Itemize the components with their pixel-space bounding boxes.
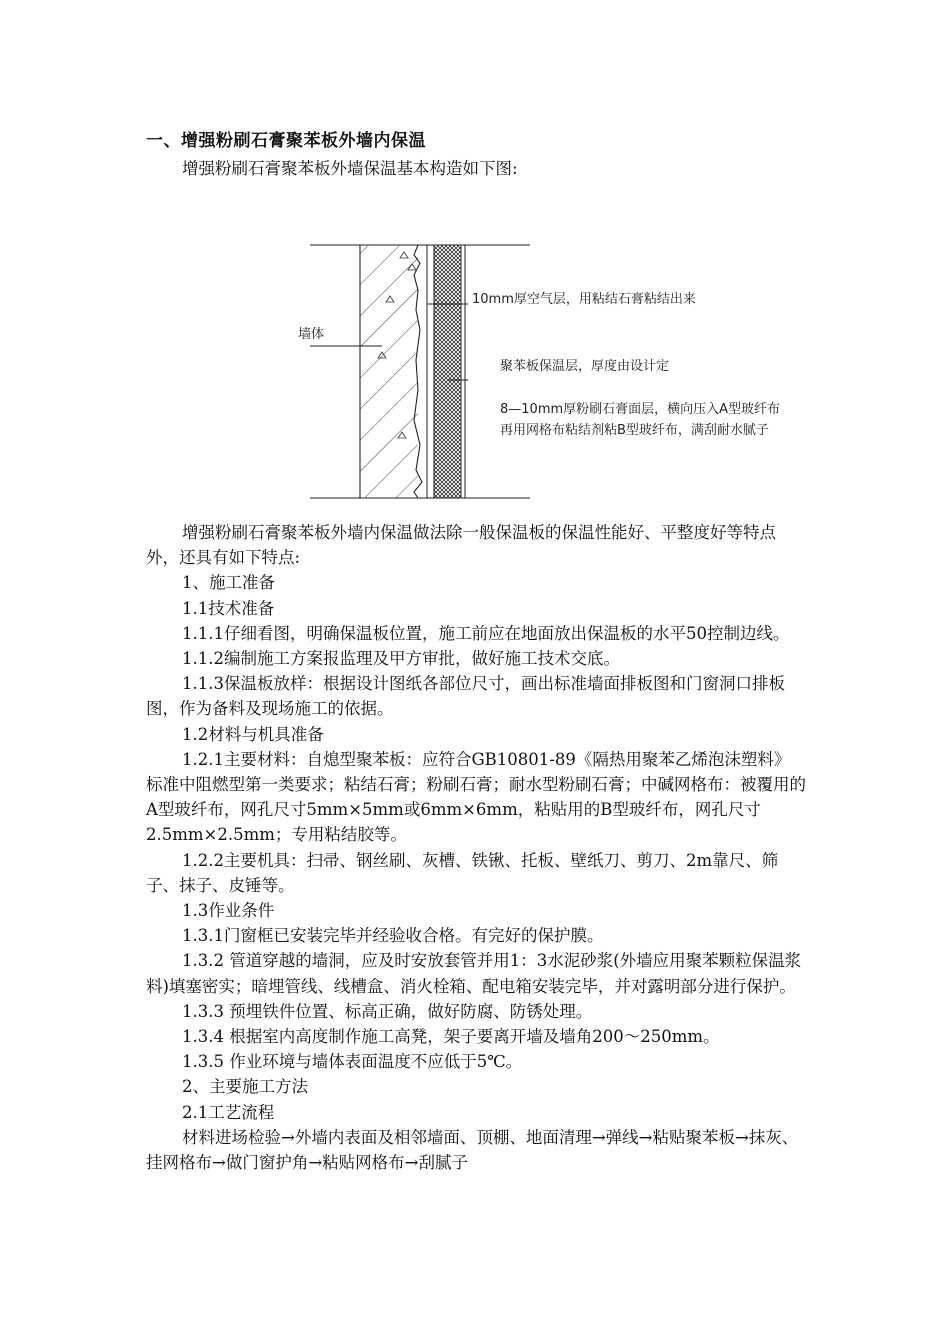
intro-line: 增强粉刷石膏聚苯板外墙保温基本构造如下图:	[182, 159, 518, 178]
paragraph: 1.3.3 预埋铁件位置、标高正确，做好防腐、防锈处理。	[182, 1001, 593, 1021]
label-eps-layer: 聚苯板保温层，厚度由设计定	[500, 359, 670, 374]
paragraph: 1.1.2编制施工方案报监理及甲方审批，做好施工技术交底。	[182, 649, 620, 669]
paragraph: 1.3作业条件	[182, 901, 275, 921]
section-heading: 一、增强粉刷石膏聚苯板外墙内保温	[146, 131, 426, 151]
body-text	[146, 520, 806, 1175]
paragraph: 增强粉刷石膏聚苯板外墙内保温做法除一般保温板的保温性能好、平整度好等特点外，还具有如下特点:	[146, 523, 776, 568]
label-air-layer: 10mm厚空气层，用粘结石膏粘结出来	[472, 292, 696, 307]
paragraph: 1.3.5 作业环境与墙体表面温度不应低于5℃。	[182, 1052, 523, 1072]
paragraph: 2.1工艺流程	[182, 1102, 275, 1122]
paragraph: 1.3.1门窗框已安装完毕并经验收合格。有完好的保护膜。	[182, 926, 604, 946]
label-wall: 墙体	[298, 327, 325, 342]
paragraph: 1.1.1仔细看图，明确保温板位置，施工前应在地面放出保温板的水平50控制边线。	[182, 623, 790, 643]
paragraph: 1.3.4 根据室内高度制作施工高凳，架子要离开墙及墙角200～250mm。	[182, 1027, 720, 1047]
label-plaster-line-2: 再用网格布粘结剂粘B型玻纤布，满刮耐水腻子	[500, 423, 769, 438]
paragraph: 1.1.3保温板放样：根据设计图纸各部位尺寸，画出标准墙面排板图和门窗洞口排板图，作为备料及现场施工的依据。	[146, 674, 785, 719]
paragraph: 1、施工准备	[182, 573, 275, 593]
wall-body	[360, 245, 418, 498]
eps-board	[434, 245, 461, 498]
wall-construction-diagram	[290, 230, 781, 510]
label-plaster-line-1: 8—10mm厚粉刷石膏面层，横向压入A型玻纤布	[500, 402, 781, 417]
paragraph: 材料进场检验→外墙内表面及相邻墙面、顶棚、地面清理→弹线→粘贴聚苯板→抹灰、挂网格布→做门窗护角→粘贴网格布→刮腻子	[146, 1127, 799, 1173]
paragraph: 2、主要施工方法	[182, 1077, 308, 1097]
paragraph: 1.2.2主要机具：扫帚、钢丝刷、灰槽、铁锹、托板、壁纸刀、剪刀、2m靠尺、筛子、抹子、皮锤等。	[146, 850, 779, 895]
paragraph: 1.2.1主要材料：自熄型聚苯板：应符合GB10801-89《隔热用聚苯乙烯泡沫塑料》标准中阻燃型第一类要求；粘结石膏；粉刷石膏；耐水型粉刷石膏；中碱网格布：被覆用的A型玻纤布，网孔尺寸5mm×5mm或6mm×6mm，粘贴用的B型玻纤布，网孔尺寸2.5mm×2.5mm；专用粘结胶等。	[146, 749, 806, 845]
paragraph: 1.3.2 管道穿越的墙洞，应及时安放套管并用1：3水泥砂浆(外墙应用聚苯颗粒保温浆料)填塞密实；暗埋管线、线槽盒、消火栓箱、配电箱安装完毕，并对露明部分进行保护。	[146, 951, 802, 996]
paragraph: 1.1技术准备	[182, 598, 275, 618]
paragraph: 1.2材料与机具准备	[182, 724, 324, 744]
